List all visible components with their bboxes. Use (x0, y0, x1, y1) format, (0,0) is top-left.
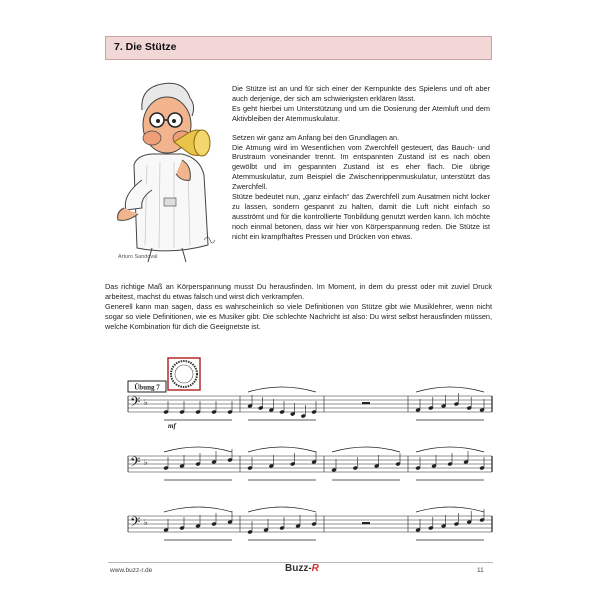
caricature-illustration (112, 70, 227, 265)
illustration-caption: Arturo Sandoval (118, 254, 158, 260)
chapter-header (105, 36, 492, 60)
page-number: 11 (477, 567, 484, 574)
dynamic-marking: mf (168, 422, 176, 430)
ornament-icon (168, 358, 200, 390)
paragraph: Die Stütze ist an und für sich einer der Kernpunkte des Spielens und oft aber auch derjenige, der sich am schwierigsten erklären lässt. (232, 84, 490, 103)
paragraph: Stütze bedeutet nun, „ganz einfach“ das Zwerchfell zum Ausatmen nicht locker zu lassen, sondern gespannt zu halten, damit die Luft nicht einfach so ausströmt und für die kontrollierte Tonbildung genutzt werden kann. Ich möchte noch einmal betonen, dass wir hier von Körperspannung reden. Die Stütze ist nicht ein krampfhaftes Pressen und Drücken von etwas. (232, 192, 490, 241)
svg-text:♭: ♭ (144, 458, 148, 467)
svg-text:♭: ♭ (144, 398, 148, 407)
svg-text:𝄢: 𝄢 (130, 394, 141, 413)
svg-text:♭: ♭ (144, 518, 148, 527)
music-staves (128, 387, 492, 540)
sheet-music-exercise (100, 356, 500, 556)
paragraph: Es geht hierbei um Unterstützung und um die Dosierung der Atemluft und dem Aktivbleiben der Atemmuskulatur. (232, 103, 490, 123)
paragraph: Setzen wir ganz am Anfang bei den Grundlagen an. (232, 132, 400, 142)
svg-text:𝄢: 𝄢 (130, 514, 141, 533)
logo-accent: R (311, 563, 319, 574)
paragraph: Das richtige Maß an Körperspannung musst Du herausfinden. Im Moment, in dem du presst oder mit zuviel Druck arbeitest, machst du etwas falsch und wirst dich verkrampfen. (105, 282, 492, 301)
footer-url[interactable]: www.buzz-r.de (110, 567, 153, 574)
svg-text:𝄢: 𝄢 (130, 454, 141, 473)
exercise-label: Übung 7 (134, 383, 160, 392)
brand-logo (285, 563, 319, 574)
paragraph: Generell kann man sagen, dass es wahrscheinlich so viele Definitionen von Stütze gibt wie Musiklehrer, wenn nicht sogar so viele Definitionen, wie es Musiker gibt. Die schlechte Nachricht ist also: Du wirst selbst herausfinden müssen, welche Kombination für dich die Geeignetste ist. (105, 301, 492, 331)
paragraph: Die Atmung wird im Wesentlichen vom Zwerchfell gesteuert, das Bauch- und Brustraum voneinander trennt. Im entspannten Zustand ist es nach oben gewölbt und im gespannten Zustand ist es eher flach. Die übrige Atemmuskulatur, zum Beispiel die Zwischenrippenmuskulatur, unterstützt das Zwerchfell. (232, 142, 490, 192)
chapter-title: 7. Die Stütze (114, 41, 177, 53)
intro-text-block (232, 84, 490, 242)
logo-main: Buzz- (285, 563, 312, 574)
full-width-text-block (105, 282, 492, 332)
